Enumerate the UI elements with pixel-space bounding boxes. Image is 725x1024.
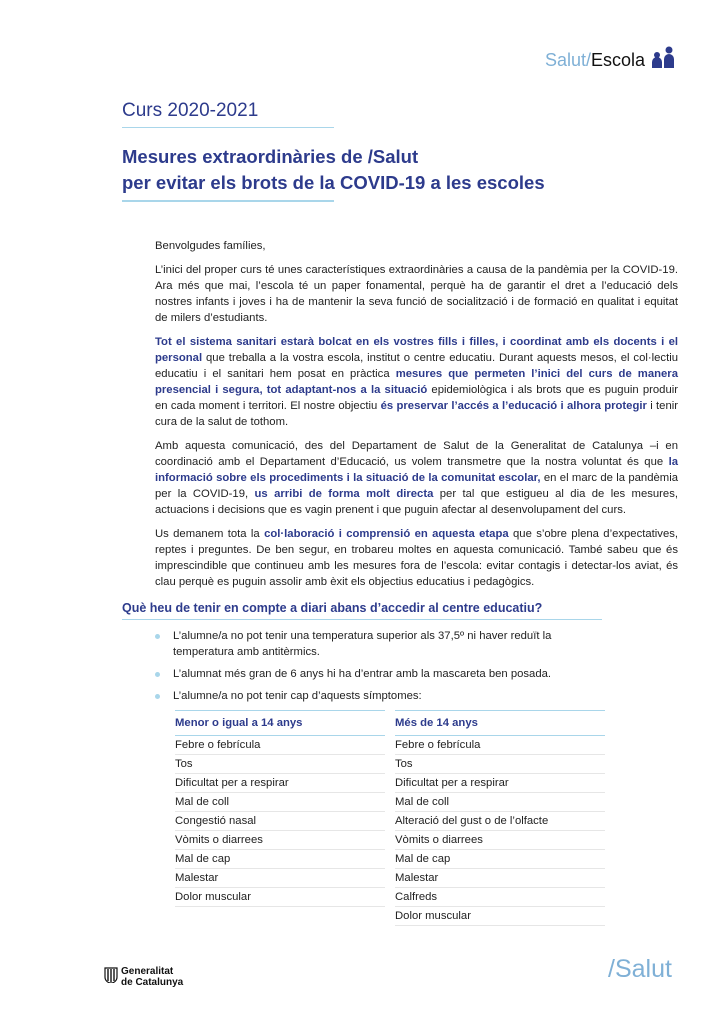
highlighted-text: mesures que permeten l’inici del curs de manera presencial i segura, tot adaptant-nos a la situació bbox=[155, 368, 678, 396]
table-header: Menor o igual a 14 anys bbox=[175, 710, 385, 736]
table-row: Alteració del gust o de l’olfacte bbox=[395, 812, 605, 831]
text-segment: Benvolgudes famílies, bbox=[155, 240, 266, 252]
salut-escola-logo bbox=[545, 50, 645, 71]
table-row: Congestió nasal bbox=[175, 812, 385, 831]
paragraph bbox=[155, 438, 678, 518]
people-icon bbox=[651, 46, 675, 68]
text-segment: per tal que estigueu al dia de les mesures, actuacions i decisions que es vagin prenent i que puguin afectar al desenvolupament del curs. bbox=[155, 488, 679, 516]
list-item-text: L’alumne/a no pot tenir cap d’aquests símptomes: bbox=[173, 690, 422, 702]
table-row: Mal de cap bbox=[395, 850, 605, 869]
text-segment: epidemiològica i als brots que es puguin produir en cada moment i territori. El nostre objectiu bbox=[155, 384, 678, 412]
table-row: Vòmits o diarrees bbox=[175, 831, 385, 850]
paragraph bbox=[155, 262, 678, 326]
highlighted-text: col·laboració i comprensió en aquesta etapa bbox=[264, 528, 509, 540]
highlighted-text: és preservar l’accés a l’educació i alhora protegir bbox=[380, 400, 647, 412]
text-segment: Amb aquesta comunicació, des del Departament de Salut de la Generalitat de Catalunya –i en coordinació amb el Departament d’Educació, us volem transmetre que la nostra voluntat és que bbox=[155, 440, 678, 468]
table-row: Tos bbox=[175, 755, 385, 774]
symptoms-tables bbox=[175, 710, 678, 926]
table-row: Mal de cap bbox=[175, 850, 385, 869]
gen-line-1: Generalitat bbox=[121, 966, 174, 977]
list-item bbox=[155, 666, 595, 682]
text-segment: en el marc de la pandèmia per la COVID-19, bbox=[155, 472, 678, 500]
table-row: Malestar bbox=[395, 869, 605, 888]
list-item-text: L’alumnat més gran de 6 anys hi ha d’entrar amb la mascareta ben posada. bbox=[173, 668, 552, 680]
title-line-1: Mesures extraordinàries de /Salut bbox=[122, 146, 419, 167]
text-segment: Us demanem tota la bbox=[155, 528, 265, 540]
section-heading: Què heu de tenir en compte a diari abans d’accedir al centre educatiu? bbox=[122, 601, 543, 615]
salut-footer-logo: /Salut bbox=[608, 955, 672, 983]
letter-body bbox=[155, 238, 678, 590]
logo-salut: Salut/ bbox=[545, 50, 592, 70]
highlighted-text: la informació sobre els procediments i la situació de la comunitat escolar, bbox=[155, 456, 678, 484]
symptoms-table-over-14 bbox=[395, 710, 605, 926]
divider bbox=[122, 619, 602, 620]
list-item-text: L’alumne/a no pot tenir una temperatura superior als 37,5º ni haver reduït la temperatura amb antitèrmics. bbox=[173, 630, 552, 658]
table-row: Malestar bbox=[175, 869, 385, 888]
paragraph bbox=[155, 334, 678, 430]
bullet-icon bbox=[155, 672, 160, 677]
divider bbox=[122, 127, 334, 128]
paragraph bbox=[155, 526, 678, 590]
table-row: Dificultat per a respirar bbox=[175, 774, 385, 793]
divider bbox=[122, 200, 334, 202]
table-row: Febre o febrícula bbox=[175, 736, 385, 755]
generalitat-emblem-icon bbox=[104, 967, 118, 983]
text-segment: L’inici del proper curs té unes característiques extraordinàries a causa de la pandèmia per la COVID-19. Ara més que mai, l’escola té un paper fonamental, perquè ha de garantir el dret a l’educació dels nostres infants i joves i ha de mantenir la seva funció de socialització i de formació en qualitat i equitat de milers d’estudiants. bbox=[155, 264, 678, 324]
table-row: Mal de coll bbox=[175, 793, 385, 812]
gen-line-2: de Catalunya bbox=[121, 977, 184, 988]
text-segment: que treballa a la vostra escola, institut o centre educatiu. Durant aquests mesos, el col·lectiu educatiu i el sanitari hem posat en pràctica bbox=[155, 352, 678, 380]
table-row: Vòmits o diarrees bbox=[395, 831, 605, 850]
table-row: Calfreds bbox=[395, 888, 605, 907]
text-segment: que s’obre plena d’expectatives, reptes i preguntes. De ben segur, en trobareu moltes en aquesta comunicació. També sabeu que és imprescindible que continueu amb les mesures fora de l’escola: evitar contagis i detectar-los aviat, és clau perquè es puguin assolir amb èxit els objectius educatius i pedagògics. bbox=[155, 528, 679, 588]
bullet-list bbox=[155, 628, 595, 704]
table-row: Dificultat per a respirar bbox=[395, 774, 605, 793]
title-line-2: per evitar els brots de la COVID-19 a les escoles bbox=[122, 172, 545, 193]
table-header: Més de 14 anys bbox=[395, 710, 605, 736]
table-row: Tos bbox=[395, 755, 605, 774]
table-row: Mal de coll bbox=[395, 793, 605, 812]
school-year: Curs 2020-2021 bbox=[122, 100, 259, 121]
list-item bbox=[155, 688, 595, 704]
page-title bbox=[122, 144, 545, 196]
table-row: Dolor muscular bbox=[395, 907, 605, 926]
bullet-icon bbox=[155, 634, 160, 639]
list-item bbox=[155, 628, 595, 660]
content-flow bbox=[122, 238, 678, 926]
highlighted-text: us arribi de forma molt directa bbox=[254, 488, 434, 500]
logo-escola: Escola bbox=[591, 50, 646, 70]
table-row: Febre o febrícula bbox=[395, 736, 605, 755]
bullet-icon bbox=[155, 694, 160, 699]
text-segment: i tenir cura de la salut de tothom. bbox=[155, 400, 679, 428]
generalitat-logo bbox=[121, 966, 183, 988]
highlighted-text: Tot el sistema sanitari estarà bolcat en els vostres fills i filles, i coordinat amb els docents i el personal bbox=[155, 336, 678, 364]
paragraph bbox=[155, 238, 678, 254]
table-row: Dolor muscular bbox=[175, 888, 385, 907]
symptoms-table-under-14 bbox=[175, 710, 385, 926]
